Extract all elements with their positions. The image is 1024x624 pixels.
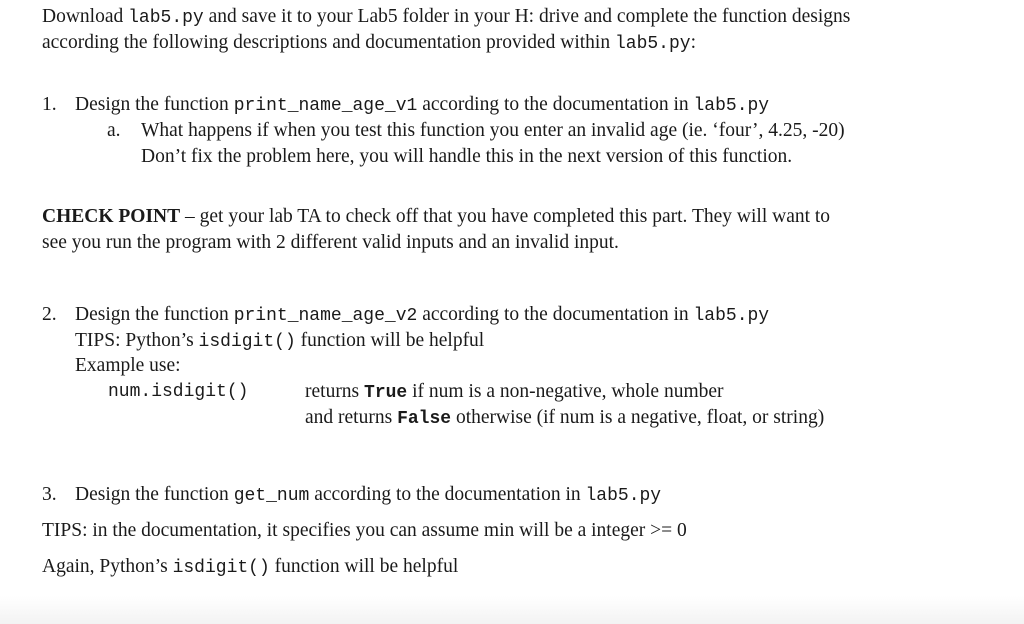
item-2-returns-line-2: and returns False otherwise (if num is a negative, float, or string) (305, 407, 825, 429)
intro-line-1: Download lab5.py and save it to your Lab5 folder in your H: drive and complete the function designs (42, 6, 851, 28)
item-2-tips: TIPS: Python’s isdigit() function will be helpful (75, 330, 485, 352)
item-3-number: 3. (42, 484, 57, 505)
item-3-text: Design the function get_num according to the documentation in lab5.py (75, 484, 662, 506)
function-name-code: print_name_age_v1 (233, 96, 418, 116)
intro-line-2: according the following descriptions and documentation provided within lab5.py: (42, 32, 697, 54)
filename-code: lab5.py (693, 96, 770, 116)
item-1a-line-2: Don’t fix the problem here, you will handle this in the next version of this function. (141, 146, 793, 167)
item-2-example-code: num.isdigit() (108, 382, 249, 402)
item-2-example-label: Example use: (75, 355, 181, 376)
item-2-text: Design the function print_name_age_v2 according to the documentation in lab5.py (75, 304, 770, 326)
function-name-code: print_name_age_v2 (233, 306, 418, 326)
checkpoint-line-2: see you run the program with 2 different valid inputs and an invalid input. (42, 232, 619, 253)
filename-code: lab5.py (128, 8, 204, 28)
item-3-again: Again, Python’s isdigit() function will be helpful (42, 556, 459, 578)
page-bottom-shadow (0, 596, 1024, 624)
checkpoint-line-1: CHECK POINT – get your lab TA to check off that you have completed this part. They will want to (42, 206, 831, 227)
method-code: isdigit() (198, 332, 296, 352)
method-code: isdigit() (172, 558, 270, 578)
filename-code: lab5.py (585, 486, 662, 506)
item-1a-letter: a. (107, 120, 121, 141)
item-2-number: 2. (42, 304, 57, 325)
false-code: False (397, 409, 452, 429)
filename-code: lab5.py (693, 306, 770, 326)
true-code: True (364, 383, 408, 403)
item-2-returns-line-1: returns True if num is a non-negative, whole number (305, 381, 724, 403)
item-1-number: 1. (42, 94, 57, 115)
checkpoint-heading: CHECK POINT (42, 206, 181, 227)
filename-code: lab5.py (614, 34, 691, 54)
item-3-tips: TIPS: in the documentation, it specifies you can assume min will be a integer >= 0 (42, 520, 687, 541)
function-name-code: get_num (233, 486, 310, 506)
item-1a-line-1: What happens if when you test this function you enter an invalid age (ie. ‘four’, 4.25, -20) (141, 120, 845, 141)
item-1-text: Design the function print_name_age_v1 according to the documentation in lab5.py (75, 94, 770, 116)
